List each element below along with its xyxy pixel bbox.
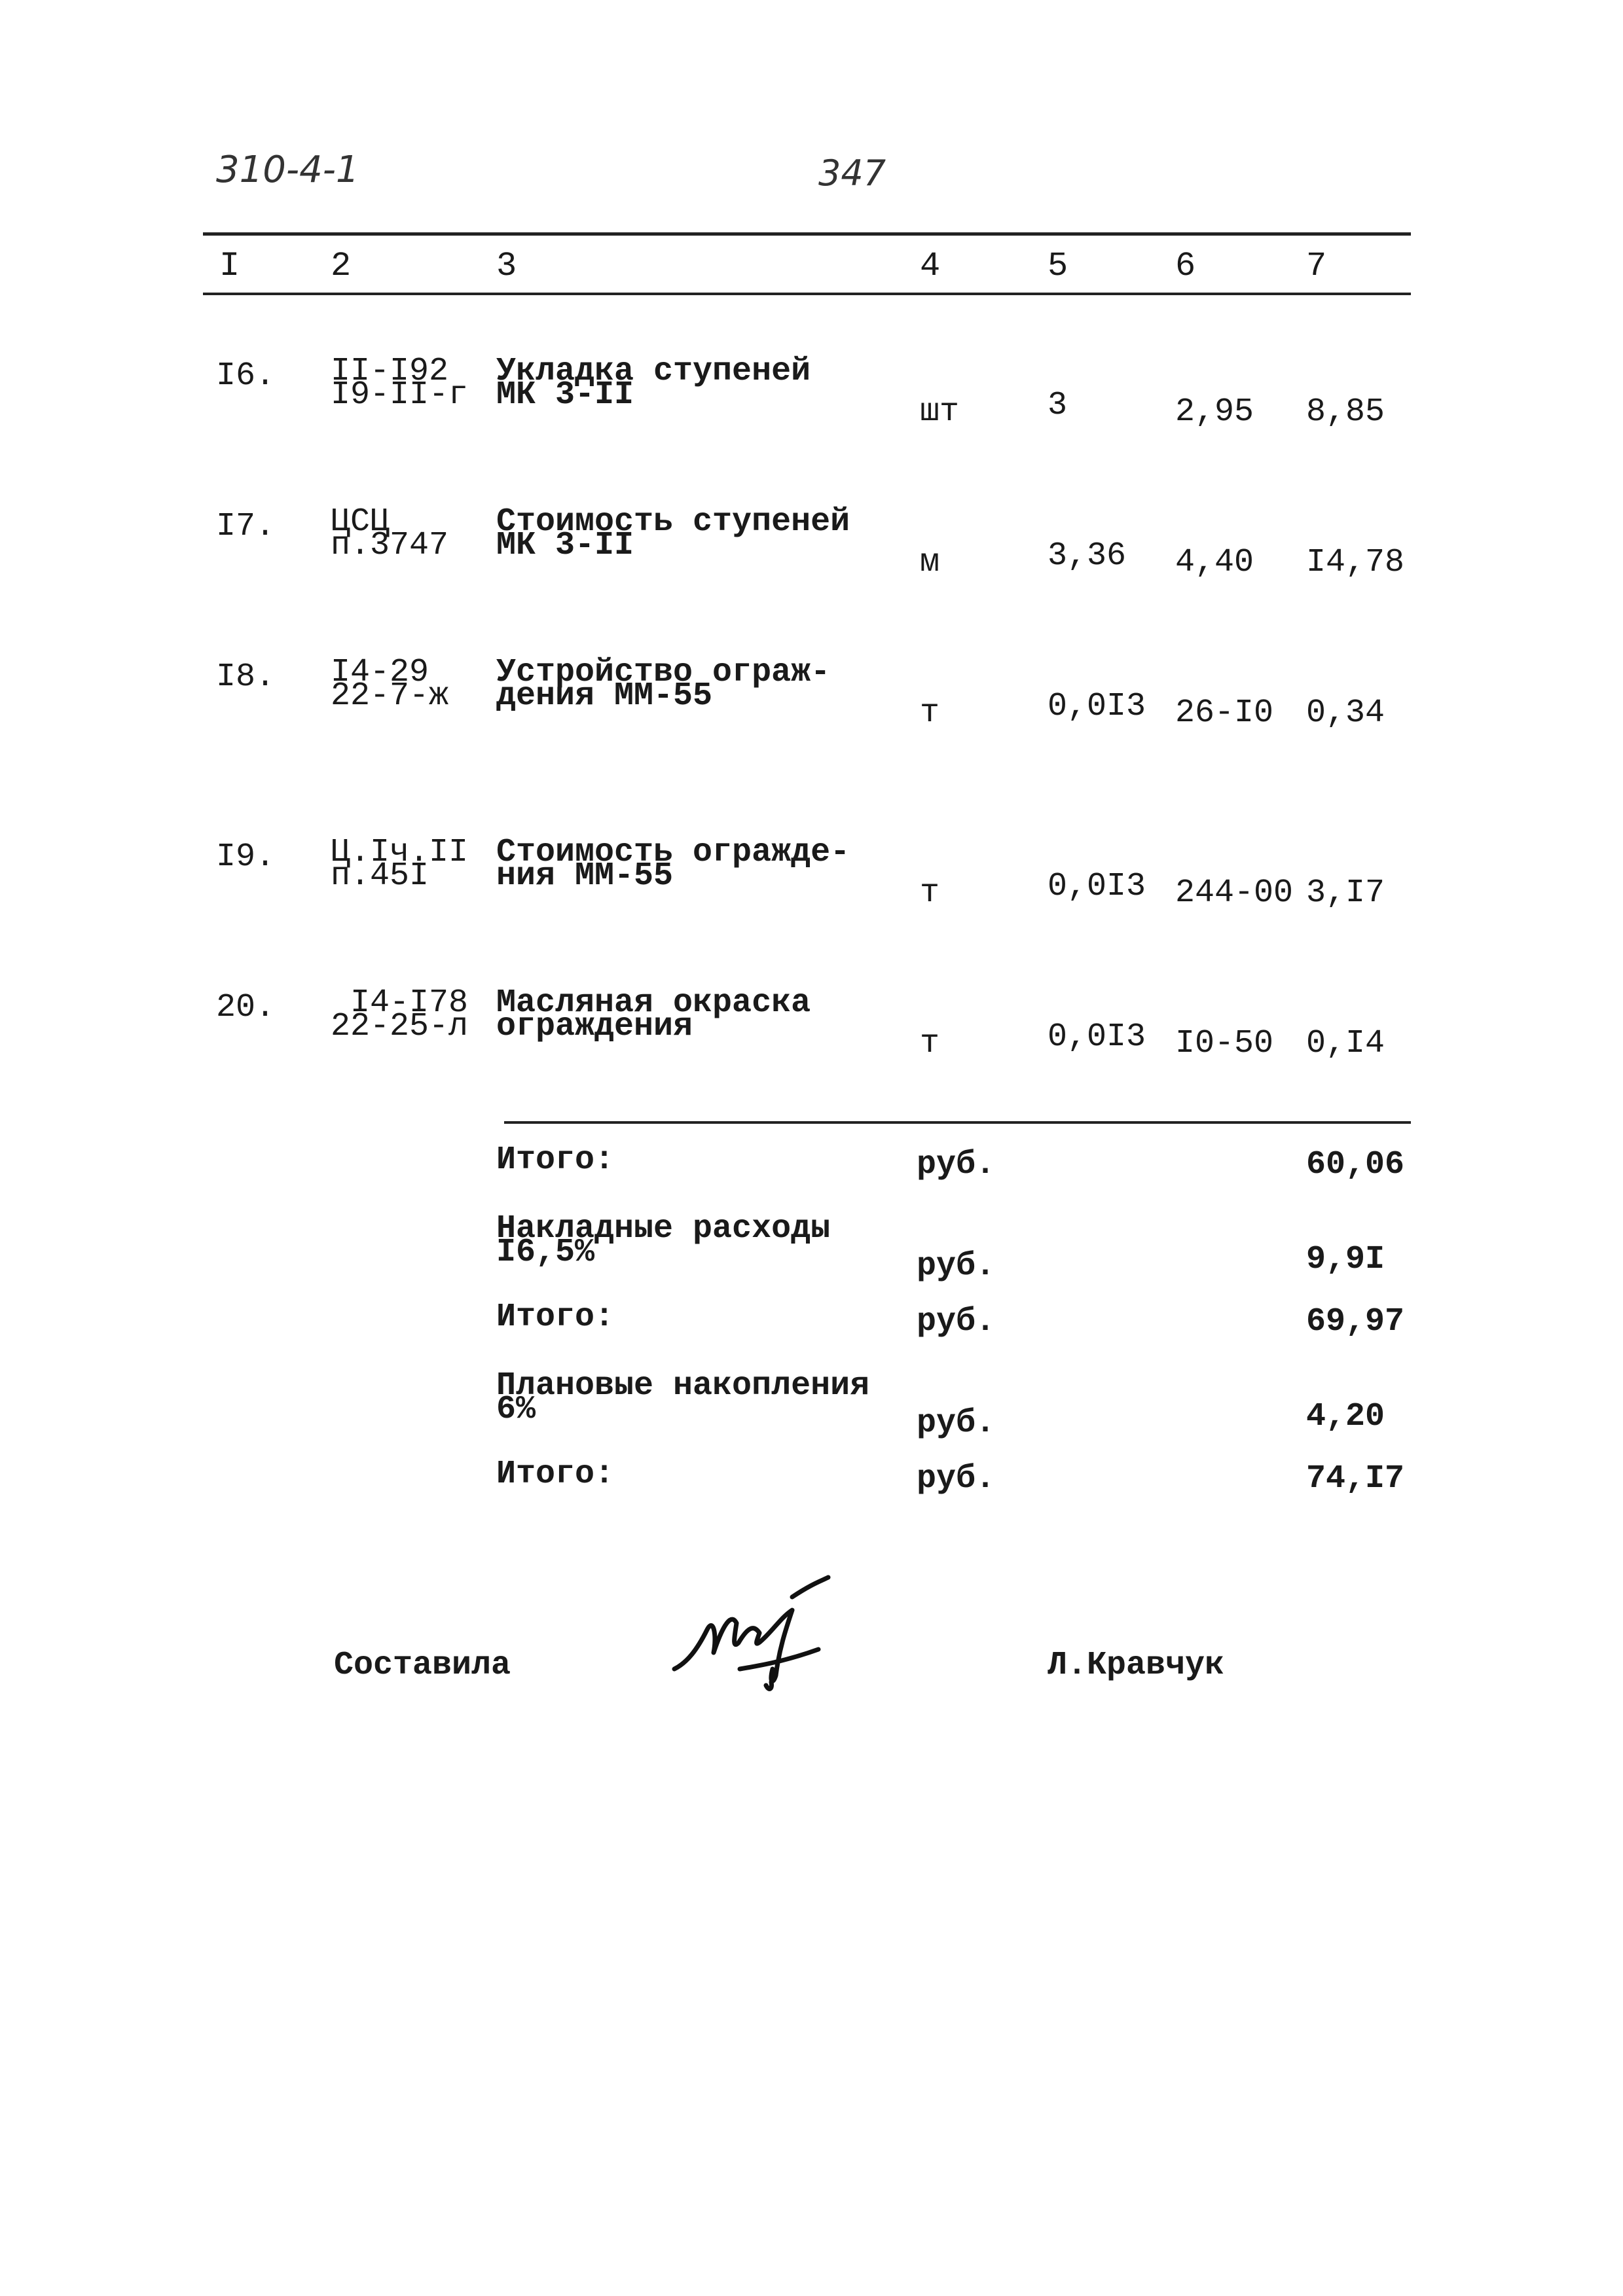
column-header-5: 5 [1048,247,1068,285]
row-price: 244-00 [1175,874,1294,912]
row-quantity: 0,0I3 [1048,688,1146,725]
summary-label: Итого: [496,1299,615,1336]
row-price: 2,95 [1175,393,1254,431]
row-total: 0,I4 [1306,1025,1385,1062]
row-description: Стоимость огражде- ния ММ-55 [496,834,850,895]
compiled-label: Составила [334,1647,511,1684]
row-description: Устройство ограж- дения ММ-55 [496,654,831,715]
row-description: Масляная окраска ограждения [496,984,811,1045]
signer-name: Л.Кравчук [1048,1647,1225,1684]
column-header-1: I [219,247,240,285]
summary-unit: руб. [917,1405,996,1442]
row-unit: т [920,874,940,912]
summary-unit: руб. [917,1460,996,1498]
summary-label: Итого: [496,1141,615,1179]
table-top-rule [203,232,1411,236]
column-header-3: 3 [496,247,517,285]
column-header-6: 6 [1175,247,1196,285]
row-unit: т [920,694,940,732]
row-total: 8,85 [1306,393,1385,431]
summary-value: 60,06 [1306,1146,1405,1183]
summary-unit: руб. [917,1146,996,1183]
row-number: I8. [216,658,276,696]
row-unit: м [920,544,940,581]
row-total: 0,34 [1306,694,1385,732]
row-total: I4,78 [1306,544,1405,581]
summary-label: Итого: [496,1456,615,1493]
row-number: I9. [216,838,276,876]
row-quantity: 3 [1048,387,1068,424]
column-header-7: 7 [1306,247,1327,285]
summary-value: 9,9I [1306,1241,1385,1278]
row-description: Укладка ступеней МК 3-II [496,353,811,414]
row-price: I0-50 [1175,1025,1274,1062]
signature [661,1571,858,1708]
table-header-rule [203,293,1411,295]
row-code: I4-29 22-7-ж [331,654,449,715]
row-quantity: 0,0I3 [1048,868,1146,905]
summary-rule [504,1121,1411,1124]
row-number: I6. [216,357,276,395]
row-code: Ц.Iч.II п.45I [331,834,469,895]
row-number: I7. [216,508,276,545]
row-number: 20. [216,989,276,1026]
column-header-4: 4 [920,247,941,285]
summary-unit: руб. [917,1247,996,1285]
summary-label: Накладные расходы I6,5% [496,1210,831,1271]
summary-value: 4,20 [1306,1398,1385,1435]
document-code: 310-4-1 [216,149,359,191]
row-price: 4,40 [1175,544,1254,581]
row-code: ЦСЦ п.3747 [331,503,449,564]
row-quantity: 0,0I3 [1048,1018,1146,1056]
row-unit: шт [920,393,960,431]
summary-label: Плановые накопления 6% [496,1367,870,1428]
page-number: 347 [818,152,886,194]
row-code: II-I92 I9-II-г [331,353,469,414]
summary-unit: руб. [917,1303,996,1340]
column-header-2: 2 [331,247,352,285]
row-code: I4-I78 22-25-л [331,984,469,1045]
summary-value: 69,97 [1306,1303,1405,1340]
row-description: Стоимость ступеней МК 3-II [496,503,850,564]
row-price: 26-I0 [1175,694,1274,732]
row-unit: т [920,1025,940,1062]
summary-value: 74,I7 [1306,1460,1405,1498]
row-quantity: 3,36 [1048,537,1127,575]
row-total: 3,I7 [1306,874,1385,912]
